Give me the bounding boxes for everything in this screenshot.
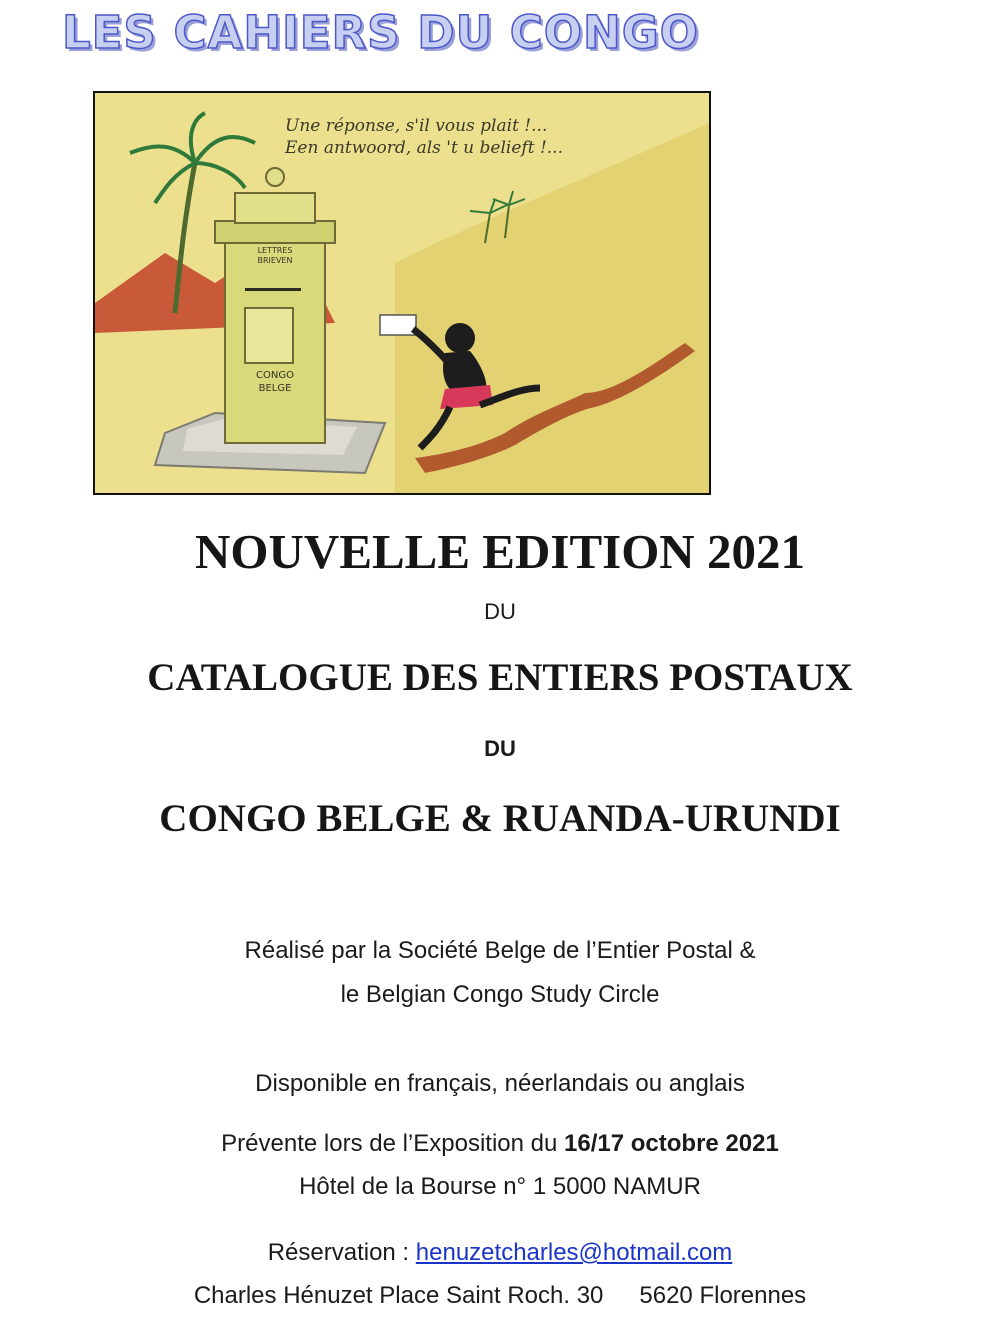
region-title: CONGO BELGE & RUANDA-URUNDI — [159, 797, 841, 840]
presale-dates: 16/17 octobre 2021 — [564, 1130, 779, 1157]
reservation-email-link[interactable]: henuzetcharles@hotmail.com — [415, 1239, 733, 1266]
catalogue-title: CATALOGUE DES ENTIERS POSTAUX — [147, 656, 853, 699]
mailbox-label-line2: BELGE — [258, 383, 292, 394]
banner-title: LES CAHIERS DU CONGO — [62, 6, 699, 59]
credits-line-1: Réalisé par la Société Belge de l’Entier Postal & — [244, 937, 756, 964]
caption-line-dutch: Een antwoord, als 't u belieft !... — [285, 138, 563, 158]
languages-line: Disponible en français, néerlandais ou anglais — [255, 1070, 745, 1097]
caption-line-french: Une réponse, s'il vous plait !... — [285, 116, 548, 136]
venue-line: Hôtel de la Bourse n° 1 5000 NAMUR — [299, 1173, 701, 1200]
contact-city: 5620 Florennes — [639, 1282, 807, 1309]
mailbox-label-line1: CONGO — [256, 370, 294, 381]
edition-title: NOUVELLE EDITION 2021 — [195, 524, 805, 579]
presale-prefix: Prévente lors de l’Exposition du — [221, 1130, 565, 1157]
contact-name-address: Charles Hénuzet Place Saint Roch. 30 — [193, 1282, 604, 1309]
du-connector-2: DU — [484, 736, 516, 761]
contact-line — [0, 1282, 1000, 1310]
mailbox-text-line1: LETTRES — [257, 246, 293, 255]
mailbox-text-line2: BRIEVEN — [257, 256, 293, 265]
du-connector-1: DU — [484, 599, 516, 624]
postcard-illustration — [93, 91, 711, 495]
presale-line — [0, 1130, 1000, 1158]
reservation-label: Réservation : — [267, 1239, 416, 1266]
reservation-line — [0, 1239, 1000, 1267]
postcard-caption — [285, 115, 563, 159]
credits-line-2: le Belgian Congo Study Circle — [340, 981, 660, 1008]
